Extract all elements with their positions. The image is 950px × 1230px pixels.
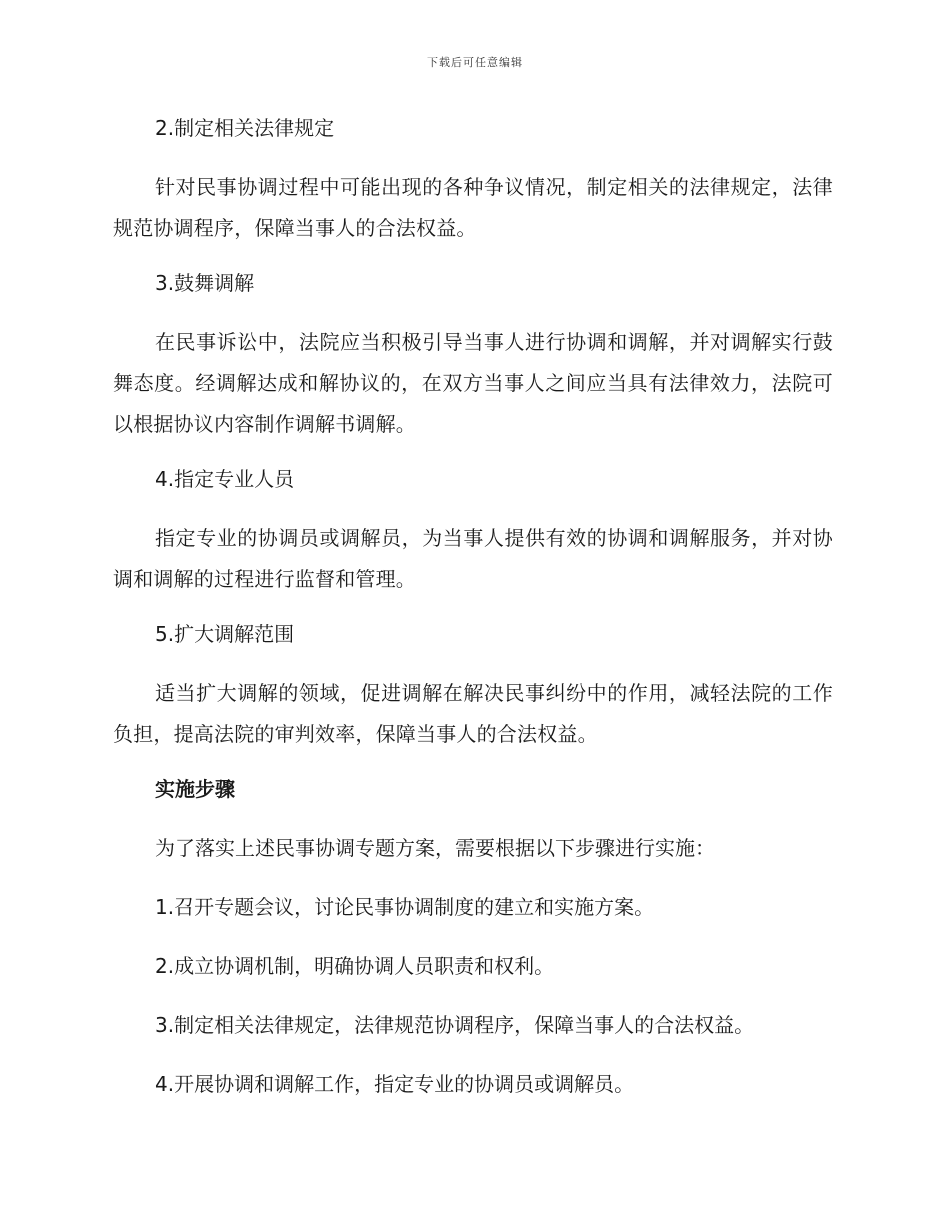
paragraph-2: 针对民事协调过程中可能出现的各种争议情况，制定相关的法律规定，法律规范协调程序，保障当事人的合法权益。: [113, 175, 833, 240]
paragraph-4: 指定专业的协调员或调解员，为当事人提供有效的协调和调解服务，并对协调和调解的过程进行监督和管理。: [113, 526, 833, 591]
paragraph-5: 适当扩大调解的领域，促进调解在解决民事纠纷中的作用，减轻法院的工作负担，提高法院的审判效率，保障当事人的合法权益。: [113, 681, 833, 746]
subheading-2: 2.制定相关法律规定: [155, 116, 335, 140]
step-item: 2.成立协调机制，明确协调人员职责和权利。: [155, 954, 555, 978]
step-item: 1.召开专题会议，讨论民事协调制度的建立和实施方案。: [155, 895, 655, 919]
intro-text: 为了落实上述民事协调专题方案，需要根据以下步骤进行实施：: [155, 836, 715, 860]
subheading-5: 5.扩大调解范围: [155, 622, 295, 646]
paragraph-3: 在民事诉讼中，法院应当积极引导当事人进行协调和调解，并对调解实行鼓舞态度。经调解达成和解协议的，在双方当事人之间应当具有法律效力，法院可以根据协议内容制作调解书调解。: [113, 330, 833, 436]
document-body: [113, 112, 833, 1127]
subheading-3: 3.鼓舞调解: [155, 271, 255, 295]
step-item: 3.制定相关法律规定，法律规范协调程序，保障当事人的合法权益。: [155, 1013, 755, 1037]
page-header: 下载后可任意编辑: [427, 56, 523, 69]
section-title: 实施步骤: [155, 777, 235, 801]
subheading-4: 4.指定专业人员: [155, 467, 295, 491]
step-item: 4.开展协调和调解工作，指定专业的协调员或调解员。: [155, 1072, 635, 1096]
